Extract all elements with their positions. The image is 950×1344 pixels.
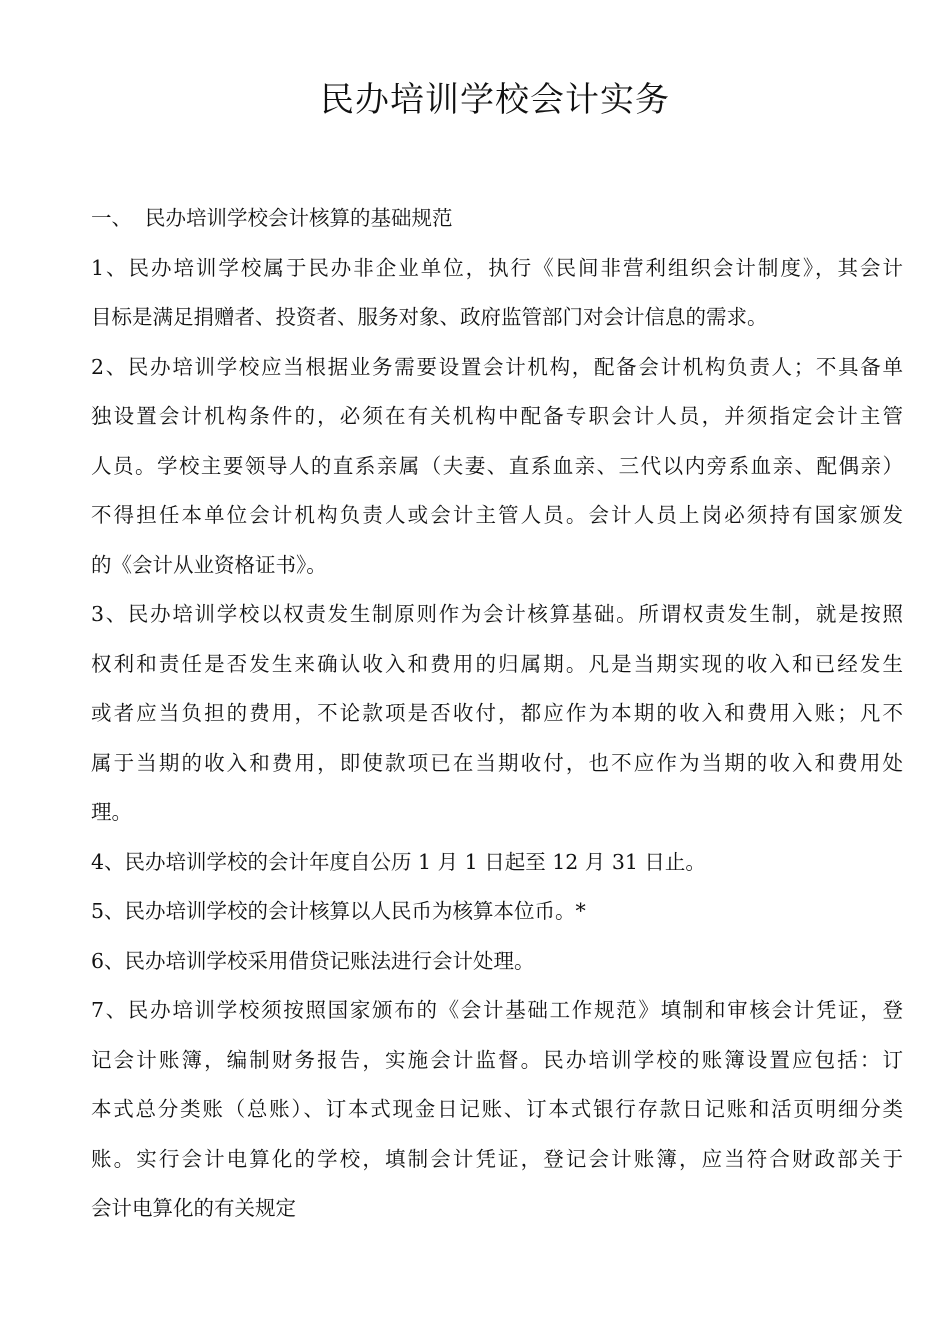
page-title: 民办培训学校会计实务 xyxy=(320,80,670,120)
paragraph-2 xyxy=(91,343,903,591)
paragraph-5 xyxy=(91,887,903,937)
paragraph-line: 会计电算化的有关规定 xyxy=(91,1196,296,1220)
section-heading xyxy=(91,194,903,244)
paragraph-line: 5、民办培训学校的会计核算以人民币为核算本位币。* xyxy=(91,899,586,923)
paragraph-line: 权利和责任是否发生来确认收入和费用的归属期。凡是当期实现的收入和已经发生 xyxy=(91,651,903,676)
paragraph-line: 的《会计从业资格证书》。 xyxy=(91,552,327,577)
section-number: 一、 xyxy=(91,206,132,230)
section-title: 民办培训学校会计核算的基础规范 xyxy=(145,206,453,230)
paragraph-line: 4、民办培训学校的会计年度自公历 1 月 1 日起至 12 月 31 日止。 xyxy=(91,849,706,874)
paragraph-line: 7、民办培训学校须按照国家颁布的《会计基础工作规范》填制和审核会计凭证，登 xyxy=(91,998,903,1022)
paragraph-4 xyxy=(91,838,903,888)
paragraph-line: 不得担任本单位会计机构负责人或会计主管人员。会计人员上岗必须持有国家颁发 xyxy=(91,503,903,527)
paragraph-3 xyxy=(91,590,903,838)
paragraph-6 xyxy=(91,937,903,987)
paragraph-line: 目标是满足捐赠者、投资者、服务对象、政府监管部门对会计信息的需求。 xyxy=(91,305,768,329)
paragraph-line: 人员。学校主要领导人的直系亲属（夫妻、直系血亲、三代以内旁系血亲、配偶亲） xyxy=(91,453,903,478)
paragraph-line: 理。 xyxy=(91,800,132,824)
paragraph-7 xyxy=(91,986,903,1234)
paragraph-line: 独设置会计机构条件的，必须在有关机构中配备专职会计人员，并须指定会计主管 xyxy=(91,404,903,428)
document-body xyxy=(91,194,903,1234)
paragraph-line: 6、民办培训学校采用借贷记账法进行会计处理。 xyxy=(91,948,535,973)
paragraph-1 xyxy=(91,244,903,343)
paragraph-line: 3、民办培训学校以权责发生制原则作为会计核算基础。所谓权责发生制，就是按照 xyxy=(91,602,903,626)
paragraph-line: 或者应当负担的费用，不论款项是否收付，都应作为本期的收入和费用入账；凡不 xyxy=(91,701,903,725)
paragraph-line: 2、民办培训学校应当根据业务需要设置会计机构，配备会计机构负责人；不具备单 xyxy=(91,354,903,379)
paragraph-line: 记会计账簿，编制财务报告，实施会计监督。民办培训学校的账簿设置应包括：订 xyxy=(91,1047,903,1072)
paragraph-line: 本式总分类账（总账）、订本式现金日记账、订本式银行存款日记账和活页明细分类 xyxy=(91,1097,903,1121)
paragraph-line: 账。实行会计电算化的学校，填制会计凭证，登记会计账簿，应当符合财政部关于 xyxy=(91,1146,903,1171)
paragraph-line: 1、民办培训学校属于民办非企业单位，执行《民间非营利组织会计制度》，其会计 xyxy=(91,255,903,280)
paragraph-line: 属于当期的收入和费用，即使款项已在当期收付，也不应作为当期的收入和费用处 xyxy=(91,750,903,775)
